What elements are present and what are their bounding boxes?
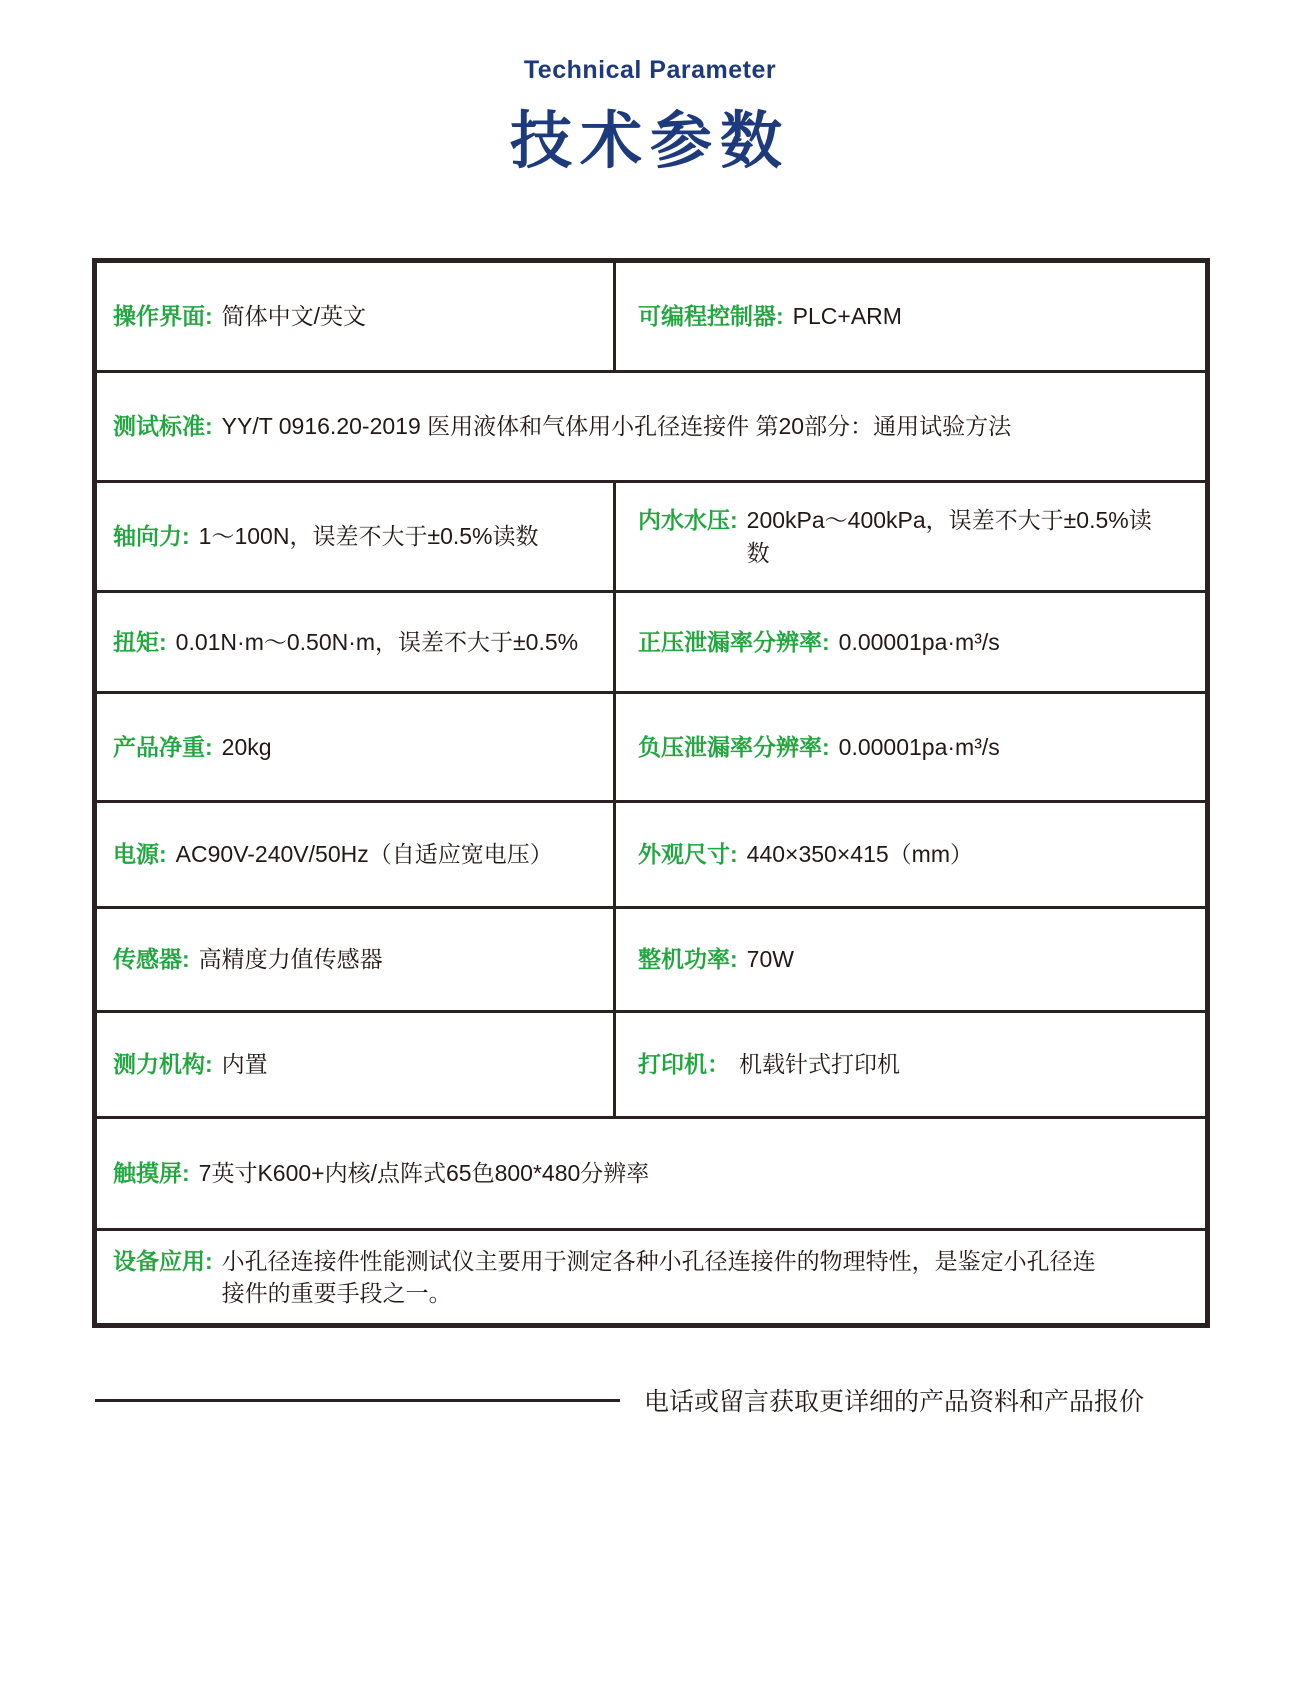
param-printer [613, 1013, 1205, 1116]
param-value: 0.01N·m～0.50N·m，误差不大于±0.5% [175, 628, 579, 655]
spec-table [92, 258, 1210, 1328]
param-value: 内置 [221, 1051, 268, 1078]
param-value: 70W [746, 946, 794, 973]
table-row [97, 1010, 1205, 1116]
page-footer [95, 1382, 1215, 1418]
page-header [0, 56, 1300, 180]
param-value: 1～100N，误差不大于±0.5%读数 [198, 523, 539, 550]
param-operation-interface [97, 263, 613, 370]
param-value: 小孔径连接件性能测试仪主要用于测定各种小孔径连接件的物理特性，是鉴定小孔径连接件的重要手段之一。 [221, 1247, 1096, 1306]
param-label: 负压泄漏率分辨率: [638, 733, 830, 760]
param-total-power [613, 909, 1205, 1010]
param-internal-water-pressure [613, 483, 1205, 590]
table-row [97, 800, 1205, 906]
param-touchscreen [97, 1119, 1205, 1228]
param-label: 测力机构: [113, 1051, 213, 1078]
param-positive-pressure-leak-resolution [613, 593, 1205, 691]
param-label: 打印机： [638, 1051, 730, 1078]
param-value: 高精度力值传感器 [198, 946, 383, 973]
param-label: 内水水压: [638, 507, 738, 534]
table-row [97, 1116, 1205, 1228]
param-value: 0.00001pa·m³/s [838, 628, 1000, 655]
param-value: PLC+ARM [792, 303, 902, 330]
param-label: 轴向力: [113, 523, 190, 550]
param-label: 传感器: [113, 946, 190, 973]
param-torque [97, 593, 613, 691]
param-force-mechanism [97, 1013, 613, 1116]
param-label: 正压泄漏率分辨率: [638, 628, 830, 655]
table-row [97, 691, 1205, 800]
param-label: 触摸屏: [113, 1160, 190, 1187]
param-sensor [97, 909, 613, 1010]
param-net-weight [97, 694, 613, 800]
param-value: 20kg [221, 733, 272, 760]
param-label: 操作界面: [113, 303, 213, 330]
param-label: 产品净重: [113, 733, 213, 760]
header-subtitle-en: Technical Parameter [523, 56, 777, 84]
param-label: 扭矩: [113, 628, 167, 655]
table-row [97, 906, 1205, 1010]
table-row [97, 263, 1205, 370]
param-application [97, 1231, 1205, 1323]
param-value: 简体中文/英文 [221, 303, 367, 330]
param-value: 0.00001pa·m³/s [838, 733, 1000, 760]
param-value: AC90V-240V/50Hz（自适应宽电压） [175, 841, 553, 868]
param-value: YY/T 0916.20-2019 医用液体和气体用小孔径连接件 第20部分：通用试验方法 [221, 413, 1012, 440]
param-value: 440×350×415（mm） [746, 841, 973, 868]
param-label: 可编程控制器: [638, 303, 784, 330]
param-label: 设备应用: [113, 1247, 213, 1274]
param-axial-force [97, 483, 613, 590]
table-row [97, 370, 1205, 480]
param-label: 整机功率: [638, 946, 738, 973]
param-value: 200kPa～400kPa，误差不大于±0.5%读数 [746, 507, 1152, 566]
param-dimensions [613, 803, 1205, 906]
table-row [97, 590, 1205, 691]
param-test-standard [97, 373, 1205, 480]
table-row [97, 480, 1205, 590]
divider-line [95, 1399, 620, 1402]
param-value: 7英寸K600+内核/点阵式65色800*480分辨率 [198, 1160, 650, 1187]
param-plc-controller [613, 263, 1205, 370]
footer-note: 电话或留言获取更详细的产品资料和产品报价 [644, 1388, 1145, 1416]
param-power-supply [97, 803, 613, 906]
param-label: 测试标准: [113, 413, 213, 440]
page-title: 技术参数 [509, 107, 790, 176]
table-row [97, 1228, 1205, 1323]
param-negative-pressure-leak-resolution [613, 694, 1205, 800]
param-label: 外观尺寸: [638, 841, 738, 868]
param-value: 机载针式打印机 [739, 1051, 900, 1078]
param-label: 电源: [113, 841, 167, 868]
